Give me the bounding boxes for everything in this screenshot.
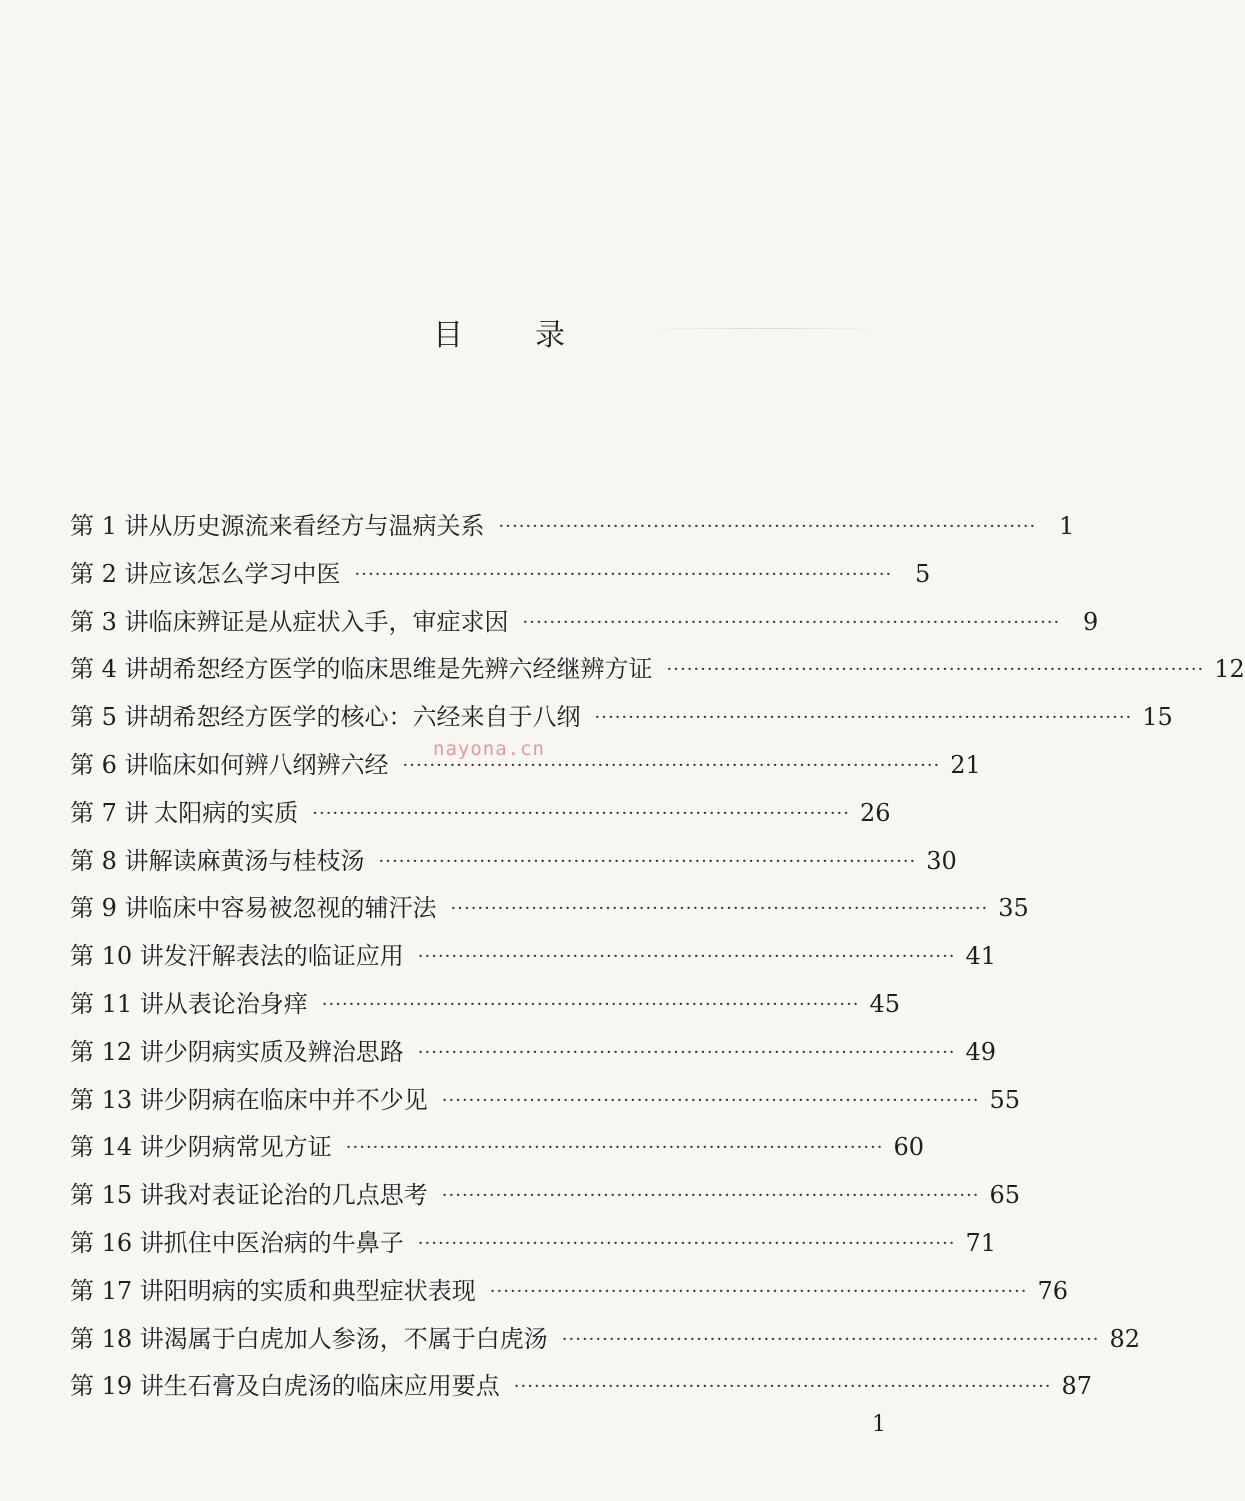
toc-entry-title: 生石膏及白虎汤的临床应用要点: [163, 1372, 500, 1401]
toc-leader-dots: ················································································: [441, 1185, 980, 1207]
toc-entry[interactable]: [70, 551, 931, 599]
toc-page-number: 12: [1214, 655, 1245, 684]
toc-page-number: 41: [965, 942, 997, 971]
toc-page-number: 5: [914, 559, 931, 588]
toc-page-number: 87: [1061, 1372, 1093, 1401]
toc-lecture-number: 第 18 讲: [70, 1324, 164, 1353]
toc-lecture-number: 第 2 讲: [70, 559, 149, 588]
title-char-2: 录: [535, 318, 567, 353]
toc-entry[interactable]: [70, 981, 901, 1029]
toc-page-number: 65: [989, 1181, 1021, 1210]
toc-lecture-number: 第 12 讲: [70, 1037, 164, 1066]
toc-leader-dots: ················································································: [513, 1376, 1052, 1398]
toc-entry[interactable]: [70, 1029, 997, 1077]
toc-page-number: 35: [998, 894, 1029, 923]
toc-entry[interactable]: [70, 933, 997, 981]
toc-page-number: 82: [1109, 1324, 1141, 1353]
toc-entry-title: 胡希恕经方医学的临床思维是先辨六经继辨方证: [148, 655, 653, 684]
page-number: 1: [872, 1412, 886, 1437]
toc-leader-dots: ················································································: [561, 1328, 1100, 1350]
toc-leader-dots: ················································································: [450, 898, 989, 920]
toc-lecture-number: 第 9 讲: [70, 894, 149, 923]
toc-entry[interactable]: [70, 1363, 1093, 1411]
toc-lecture-number: 第 11 讲: [70, 989, 164, 1018]
toc-leader-dots: ················································································: [312, 802, 850, 824]
toc-page-number: 1: [1058, 512, 1075, 540]
toc-page-number: 26: [860, 798, 891, 827]
toc-lecture-number: 第 5 讲: [70, 703, 149, 732]
toc-page-number: 45: [869, 989, 901, 1018]
toc-entry[interactable]: [70, 1316, 1141, 1364]
toc-leader-dots: ················································································: [417, 1232, 956, 1254]
toc-entry-title: 胡希恕经方医学的核心：六经来自于八纲: [148, 703, 581, 732]
toc-page-number: 60: [893, 1133, 925, 1162]
scan-artifact-line: [640, 328, 890, 329]
toc-entry-title: 抓住中医治病的牛鼻子: [163, 1228, 404, 1257]
toc-lecture-number: 第 17 讲: [70, 1276, 164, 1305]
toc-leader-dots: ················································································: [345, 1137, 884, 1159]
toc-page-number: 71: [965, 1228, 997, 1257]
toc-lecture-number: 第 8 讲: [70, 846, 149, 875]
toc-entry-title: 临床如何辨八纲辨六经: [148, 750, 389, 779]
toc-page-number: 9: [1082, 607, 1099, 636]
toc-leader-dots: ················································································: [594, 707, 1133, 729]
toc-leader-dots: ················································································: [522, 611, 1061, 633]
toc-lecture-number: 第 10 讲: [70, 942, 164, 971]
toc-leader-dots: ················································································: [321, 993, 860, 1015]
toc-page-number: 49: [965, 1037, 997, 1066]
page-title: [0, 310, 1000, 354]
title-char-1: 目: [433, 318, 465, 353]
toc-leader-dots: ················································································: [498, 516, 1037, 537]
toc-entry-title: 临床辨证是从症状入手，审症求因: [148, 607, 509, 636]
toc-lecture-number: 第 19 讲: [70, 1372, 164, 1401]
toc-entry[interactable]: [70, 1220, 997, 1268]
toc-entry[interactable]: [70, 1172, 1021, 1220]
toc-entry-title: 渴属于白虎加人参汤，不属于白虎汤: [163, 1324, 548, 1353]
table-of-contents: [70, 503, 1245, 1411]
toc-entry-title: 临床中容易被忽视的辅汗法: [148, 894, 437, 923]
toc-lecture-number: 第 1 讲: [70, 512, 149, 540]
toc-lecture-number: 第 7 讲: [70, 798, 149, 827]
toc-lecture-number: 第 4 讲: [70, 655, 149, 684]
toc-entry-title: 发汗解表法的临证应用: [163, 942, 404, 971]
toc-entry[interactable]: [70, 694, 1173, 742]
toc-page-number: 30: [926, 846, 957, 875]
toc-entry-title: 少阴病实质及辨治思路: [163, 1037, 404, 1066]
toc-leader-dots: ················································································: [417, 946, 956, 968]
toc-leader-dots: ················································································: [417, 1041, 956, 1063]
toc-entry[interactable]: [70, 1268, 1069, 1316]
toc-entry[interactable]: [70, 1124, 925, 1172]
toc-entry[interactable]: [70, 838, 957, 886]
toc-entry-title: 从表论治身痒: [163, 989, 308, 1018]
toc-entry[interactable]: [70, 790, 891, 838]
toc-page-number: 76: [1037, 1276, 1069, 1305]
toc-leader-dots: ················································································: [402, 754, 941, 776]
toc-lecture-number: 第 6 讲: [70, 750, 149, 779]
toc-entry-title: 少阴病常见方证: [163, 1133, 332, 1162]
toc-entry-title: 应该怎么学习中医: [148, 559, 341, 588]
toc-lecture-number: 第 15 讲: [70, 1181, 164, 1210]
toc-leader-dots: ················································································: [441, 1089, 980, 1111]
toc-lecture-number: 第 16 讲: [70, 1228, 164, 1257]
toc-entry-title: 少阴病在临床中并不少见: [163, 1085, 428, 1114]
toc-page-number: 15: [1142, 703, 1173, 732]
toc-leader-dots: ················································································: [489, 1280, 1028, 1302]
toc-entry-title: 从历史源流来看经方与温病关系: [148, 512, 485, 540]
toc-lecture-number: 第 3 讲: [70, 607, 149, 636]
toc-leader-dots: ················································································: [666, 659, 1205, 681]
toc-entry[interactable]: [70, 646, 1245, 694]
toc-page-number: 21: [950, 750, 981, 779]
toc-entry-title: 我对表证论治的几点思考: [163, 1181, 428, 1210]
toc-entry[interactable]: [70, 599, 1099, 647]
toc-leader-dots: ················································································: [378, 850, 917, 872]
toc-page-number: 55: [989, 1085, 1021, 1114]
toc-entry[interactable]: [70, 885, 1029, 933]
toc-entry[interactable]: [70, 503, 1075, 551]
toc-lecture-number: 第 14 讲: [70, 1133, 164, 1162]
watermark: nayona.cn: [433, 738, 545, 760]
toc-leader-dots: ················································································: [354, 563, 893, 585]
toc-entry-title: 太阳病的实质: [154, 798, 299, 827]
toc-lecture-number: 第 13 讲: [70, 1085, 164, 1114]
toc-entry[interactable]: [70, 1077, 1021, 1125]
toc-entry-title: 解读麻黄汤与桂枝汤: [148, 846, 365, 875]
toc-entry-title: 阳明病的实质和典型症状表现: [163, 1276, 476, 1305]
